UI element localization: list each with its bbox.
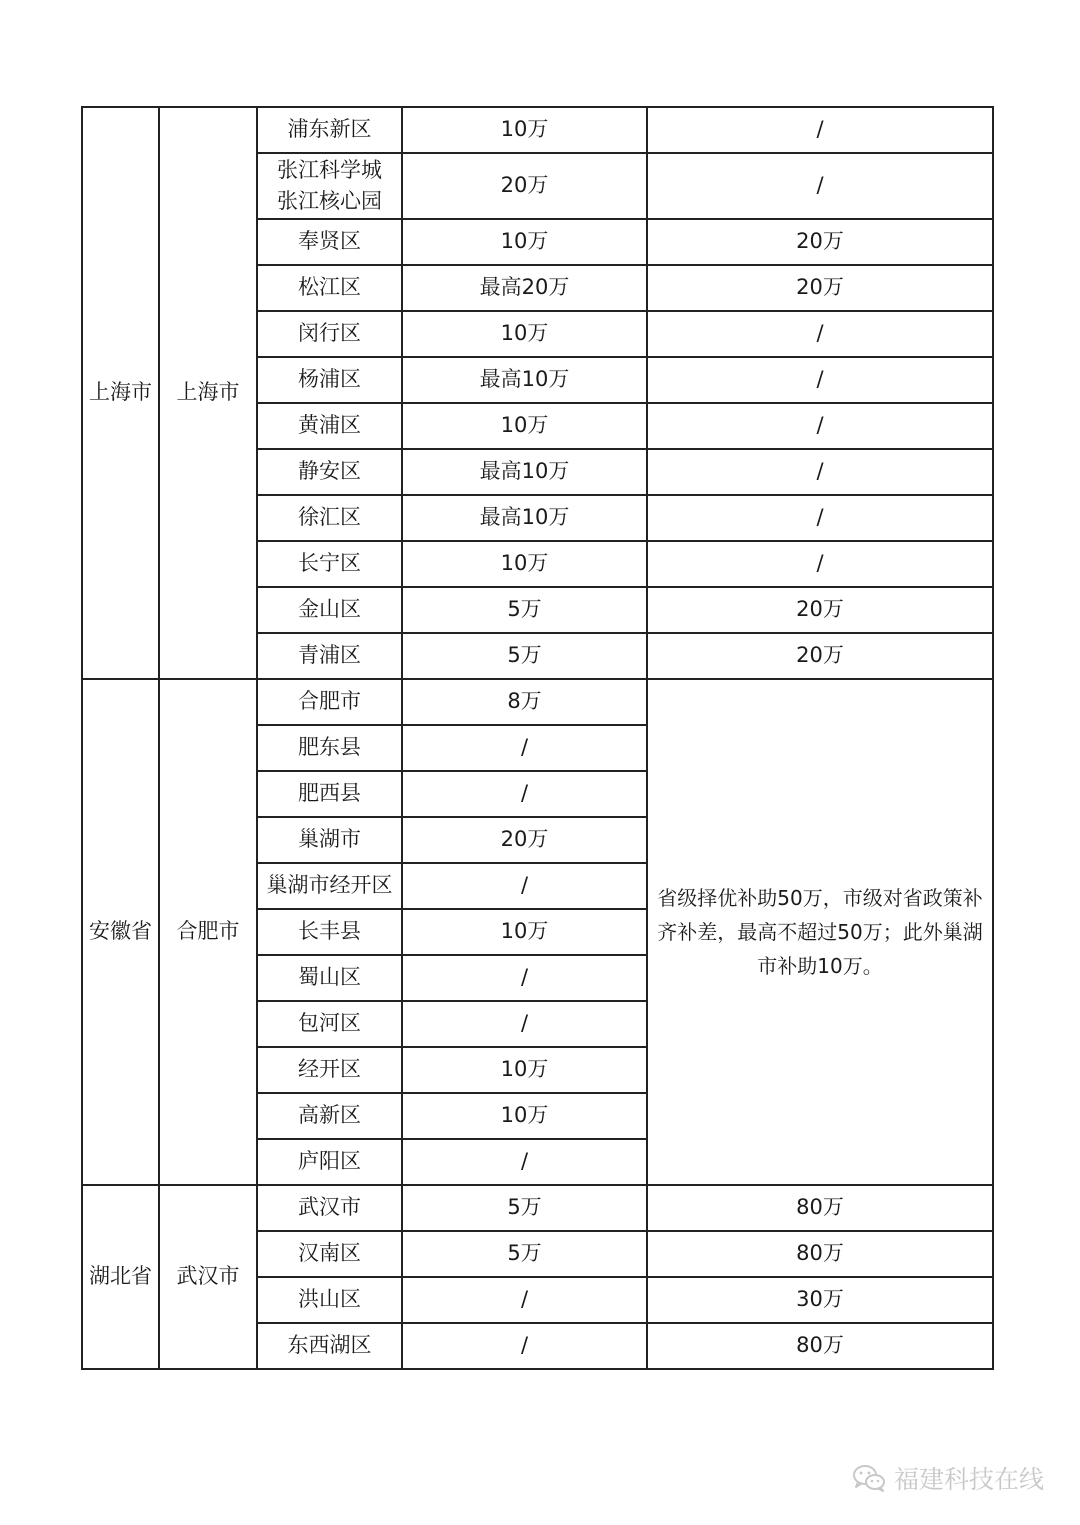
amount-b-cell: 20万: [647, 219, 993, 265]
amount-b-cell: 30万: [647, 1277, 993, 1323]
amount-a-cell: /: [402, 725, 647, 771]
district-cell: 青浦区: [257, 633, 402, 679]
amount-a-cell: 5万: [402, 633, 647, 679]
amount-a-cell: 最高10万: [402, 495, 647, 541]
amount-b-cell: /: [647, 495, 993, 541]
amount-b-cell: /: [647, 449, 993, 495]
district-cell: 合肥市: [257, 679, 402, 725]
amount-a-cell: 10万: [402, 1047, 647, 1093]
district-cell: 闵行区: [257, 311, 402, 357]
district-cell: 长宁区: [257, 541, 402, 587]
amount-b-cell: /: [647, 403, 993, 449]
province-cell: 湖北省: [82, 1185, 159, 1369]
district-cell: 蜀山区: [257, 955, 402, 1001]
province-cell: 安徽省: [82, 679, 159, 1185]
district-cell: 包河区: [257, 1001, 402, 1047]
wechat-icon: [852, 1463, 886, 1493]
amount-a-cell: 10万: [402, 541, 647, 587]
amount-b-cell: 80万: [647, 1185, 993, 1231]
city-cell: 武汉市: [159, 1185, 257, 1369]
subsidy-table: [81, 106, 994, 1370]
district-cell: 浦东新区: [257, 107, 402, 153]
amount-a-cell: 20万: [402, 817, 647, 863]
amount-a-cell: 10万: [402, 107, 647, 153]
policy-note-cell: 省级择优补助50万，市级对省政策补齐补差，最高不超过50万；此外巢湖市补助10万。: [647, 679, 993, 1185]
amount-b-cell: 80万: [647, 1323, 993, 1369]
district-cell: 金山区: [257, 587, 402, 633]
district-cell: 高新区: [257, 1093, 402, 1139]
district-cell: 武汉市: [257, 1185, 402, 1231]
amount-a-cell: 10万: [402, 219, 647, 265]
amount-b-cell: 20万: [647, 587, 993, 633]
amount-b-cell: /: [647, 153, 993, 219]
district-cell: 肥西县: [257, 771, 402, 817]
amount-b-cell: /: [647, 541, 993, 587]
city-cell: 合肥市: [159, 679, 257, 1185]
district-cell: 黄浦区: [257, 403, 402, 449]
table-row: [82, 679, 993, 725]
amount-a-cell: /: [402, 771, 647, 817]
province-cell: 上海市: [82, 107, 159, 679]
district-cell: 徐汇区: [257, 495, 402, 541]
amount-b-cell: /: [647, 107, 993, 153]
amount-b-cell: 80万: [647, 1231, 993, 1277]
watermark-text: 福建科技在线: [893, 1465, 1044, 1494]
amount-a-cell: /: [402, 955, 647, 1001]
amount-a-cell: 最高20万: [402, 265, 647, 311]
amount-a-cell: /: [402, 1139, 647, 1185]
table-row: [82, 107, 993, 153]
amount-a-cell: /: [402, 1277, 647, 1323]
amount-b-cell: /: [647, 311, 993, 357]
district-cell: 庐阳区: [257, 1139, 402, 1185]
district-cell: 东西湖区: [257, 1323, 402, 1369]
amount-a-cell: 20万: [402, 153, 647, 219]
district-cell: 巢湖市经开区: [257, 863, 402, 909]
table-row: [82, 1185, 993, 1231]
district-cell: 肥东县: [257, 725, 402, 771]
amount-a-cell: 最高10万: [402, 449, 647, 495]
amount-b-cell: 20万: [647, 265, 993, 311]
amount-a-cell: 5万: [402, 1185, 647, 1231]
amount-a-cell: 8万: [402, 679, 647, 725]
amount-a-cell: /: [402, 1001, 647, 1047]
district-cell: 洪山区: [257, 1277, 402, 1323]
district-line: 张江核心园: [277, 189, 382, 213]
district-cell: 松江区: [257, 265, 402, 311]
amount-a-cell: /: [402, 863, 647, 909]
amount-a-cell: 10万: [402, 403, 647, 449]
amount-a-cell: 5万: [402, 1231, 647, 1277]
district-cell: [257, 153, 402, 219]
amount-b-cell: /: [647, 357, 993, 403]
district-cell: 奉贤区: [257, 219, 402, 265]
amount-a-cell: /: [402, 1323, 647, 1369]
district-cell: 经开区: [257, 1047, 402, 1093]
amount-b-cell: 20万: [647, 633, 993, 679]
district-cell: 静安区: [257, 449, 402, 495]
amount-a-cell: 最高10万: [402, 357, 647, 403]
district-cell: 长丰县: [257, 909, 402, 955]
amount-a-cell: 10万: [402, 909, 647, 955]
amount-a-cell: 10万: [402, 311, 647, 357]
district-cell: 汉南区: [257, 1231, 402, 1277]
amount-a-cell: 10万: [402, 1093, 647, 1139]
district-cell: 杨浦区: [257, 357, 402, 403]
district-cell: 巢湖市: [257, 817, 402, 863]
amount-a-cell: 5万: [402, 587, 647, 633]
district-line: 张江科学城: [277, 157, 382, 182]
city-cell: 上海市: [159, 107, 257, 679]
watermark: [852, 1460, 1044, 1496]
